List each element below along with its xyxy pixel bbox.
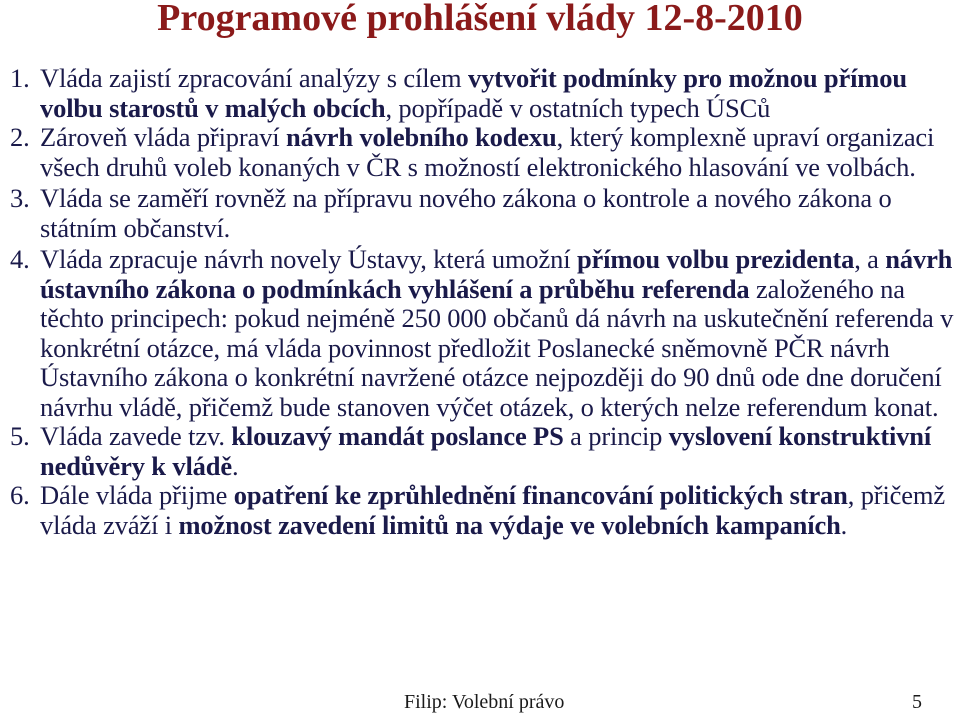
item-text-segment: založeného na těchto principech: pokud nejméně 250 000 občanů dá návrh na uskutečnění referenda v konkrétní otázce, má vláda povinnost předložit Poslanecké sněmovně PČR návrh Ústavního zákona o konkrétní navržené otázce nejpozději do 90 dnů ode dne doručení návrhu vládě, přičemž bude stanoven výčet otázek, o kterých nelze referendum konat.	[40, 273, 954, 422]
item-text-segment: Zároveň vláda připraví	[40, 122, 286, 152]
item-text-segment: , přičemž vláda zváží i	[40, 480, 945, 540]
item-number: 5.	[10, 421, 30, 451]
item-text-segment: a princip	[563, 421, 669, 451]
item-text-bold: vyslovení konstruktivní nedůvěry k vládě	[40, 421, 932, 481]
program-item	[10, 245, 958, 422]
item-number: 3.	[10, 183, 30, 213]
item-number: 6.	[10, 480, 30, 510]
item-text-bold: opatření ke zprůhlednění financování politických stran	[233, 480, 848, 510]
page-number: 5	[912, 691, 922, 713]
item-text-bold: vytvořit podmínky pro možnou přímou volbu starostů v malých obcích	[40, 63, 907, 123]
item-text-segment: Vláda se zaměří rovněž na přípravu nového zákona o kontrole a nového zákona o státním občanství.	[40, 183, 892, 243]
item-text-bold: klouzavý mandát poslance PS	[231, 421, 564, 451]
item-text	[40, 421, 931, 481]
slide-footer	[0, 689, 960, 719]
footer-author: Filip: Volební právo	[404, 691, 565, 713]
program-item-list	[10, 64, 958, 540]
item-text	[40, 122, 934, 182]
item-text-segment: , který komplexně upraví organizaci všech druhů voleb konaných v ČR s možností elektronického hlasování ve volbách.	[40, 122, 935, 182]
item-text	[40, 480, 945, 540]
item-text	[40, 244, 953, 422]
item-text-segment: Dále vláda přijme	[40, 480, 234, 510]
item-text-segment: .	[840, 509, 848, 540]
item-text-segment: Vláda zavede tzv.	[40, 421, 232, 451]
item-text-segment: , popřípadě v ostatních typech ÚSCů	[385, 92, 771, 123]
program-item	[10, 64, 958, 123]
item-text-segment: Vláda zpracuje návrh novely Ústavy, která umožní	[40, 244, 577, 274]
item-text-bold: možnost zavedení limitů na výdaje ve volebních kampaních	[178, 509, 841, 540]
item-text-bold: přímou volbu prezidenta	[576, 244, 855, 274]
program-item	[10, 123, 958, 182]
item-text-segment: .	[231, 450, 239, 481]
item-text	[40, 63, 907, 123]
item-text	[40, 183, 892, 243]
item-text-segment: , a	[854, 244, 886, 274]
item-text-bold: návrh ústavního zákona o podmínkách vyhlášení a průběhu referenda	[40, 244, 953, 304]
program-item	[10, 184, 958, 243]
slide-title: Programové prohlášení vlády 12-8-2010	[157, 0, 803, 39]
item-number: 4.	[10, 244, 30, 274]
item-number: 1.	[10, 63, 30, 93]
program-item	[10, 422, 958, 481]
item-number: 2.	[10, 122, 30, 152]
item-text-segment: Vláda zajistí zpracování analýzy s cílem	[40, 63, 468, 93]
program-item	[10, 481, 958, 540]
item-text-bold: návrh volebního kodexu	[285, 122, 557, 152]
